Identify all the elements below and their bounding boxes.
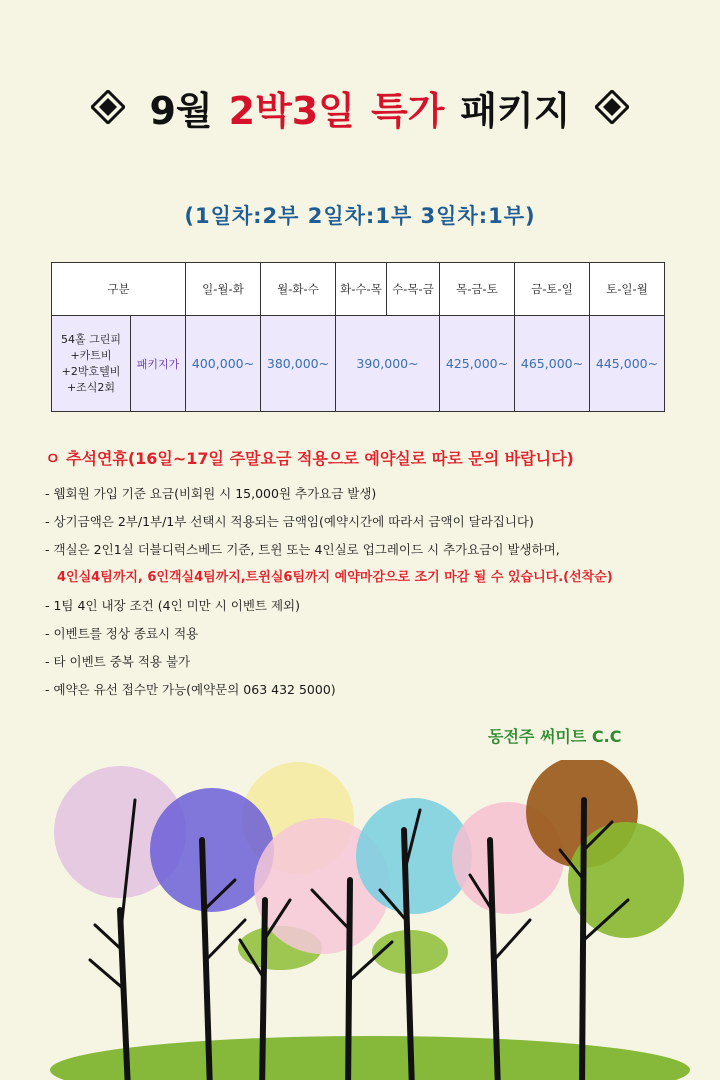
table-row	[52, 316, 665, 412]
package-line: +조식2회	[66, 380, 116, 394]
header-sat-sun-mon: 토-일-월	[590, 263, 665, 316]
price-cell: 425,000~	[440, 316, 515, 412]
title-nights: 2박3일	[228, 88, 355, 133]
note-line: - 타 이벤트 중복 적용 불가	[45, 654, 191, 669]
price-cell: 380,000~	[261, 316, 336, 412]
price-table	[51, 262, 665, 412]
price-cell: 400,000~	[186, 316, 261, 412]
page-title	[0, 82, 720, 132]
header-category: 구분	[52, 263, 186, 316]
price-cell: 390,000~	[336, 316, 440, 412]
package-contents	[52, 316, 131, 412]
package-line: +카트비	[70, 348, 112, 362]
package-line: 54홀 그린피	[61, 332, 121, 346]
holiday-notice: ㅇ 추석연휴(16일~17일 주말요금 적용으로 예약실로 따로 문의 바랍니다)	[45, 449, 574, 468]
header-fri-sat-sun: 금-토-일	[515, 263, 590, 316]
note-line: - 웹회원 가입 기준 요금(비회원 시 15,000원 추가요금 발생)	[45, 486, 377, 501]
note-line: - 1팀 4인 내장 조건 (4인 미만 시 이벤트 제외)	[45, 598, 301, 613]
header-thu-fri-sat: 목-금-토	[440, 263, 515, 316]
note-line: - 상기금액은 2부/1부/1부 선택시 적용되는 금액임(예약시간에 따라서 금액이 달라집니다)	[45, 514, 534, 529]
notes-section	[45, 446, 705, 707]
header-wed-thu-fri: 수-목-금	[387, 263, 440, 316]
round-schedule: (1일차:2부 2일차:1부 3일차:1부)	[184, 204, 536, 228]
note-line: - 객실은 2인1실 더블디럭스베드 기준, 트윈 또는 4인실로 업그레이드 시 추가요금이 발생하며,	[45, 542, 560, 557]
header-mon-tue-wed: 월-화-수	[261, 263, 336, 316]
note-line: - 이벤트를 정상 종료시 적용	[45, 626, 199, 641]
price-cell: 445,000~	[590, 316, 665, 412]
trees-illustration	[0, 760, 720, 1080]
price-cell: 465,000~	[515, 316, 590, 412]
header-sun-mon-tue: 일-월-화	[186, 263, 261, 316]
reservation-contact: - 예약은 유선 접수만 가능(예약문의 063 432 5000)	[45, 682, 336, 697]
brand-name: 동전주 써미트 C.C	[488, 727, 622, 746]
table-header-row	[52, 263, 665, 316]
title-month: 9월	[149, 88, 213, 133]
package-line: +2박호텔비	[61, 364, 121, 378]
title-package: 패키지	[460, 88, 571, 133]
room-limit-notice: 4인실4팀까지, 6인객실4팀까지,트윈실6팀까지 예약마감으로 조기 마감 될 수 있습니다.(선착순)	[57, 570, 613, 585]
diamond-icon	[91, 90, 125, 124]
header-tue-wed-thu: 화-수-목	[336, 263, 387, 316]
title-special: 특가	[370, 88, 445, 133]
diamond-icon	[595, 90, 629, 124]
package-price-label: 패키지가	[131, 316, 186, 412]
